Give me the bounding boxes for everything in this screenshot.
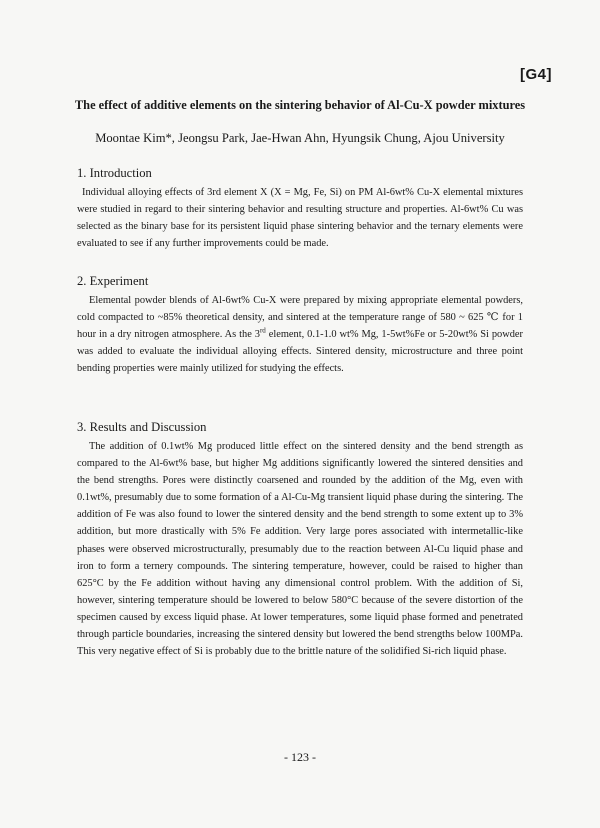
section-heading-results: 3. Results and Discussion (77, 420, 207, 434)
session-tag: [G4] (520, 66, 552, 83)
paper-title: The effect of additive elements on the sintering behavior of Al-Cu-X powder mixtures (74, 98, 526, 112)
experiment-paragraph (77, 292, 523, 377)
section-heading-experiment: 2. Experiment (77, 274, 149, 288)
section-heading-introduction: 1. Introduction (77, 166, 152, 180)
superscript-rd: rd (259, 326, 266, 335)
author-list: Moontae Kim*, Jeongsu Park, Jae-Hwan Ahn, Hyungsik Chung, Ajou University (95, 131, 505, 145)
page-number: - 123 - (284, 750, 316, 764)
introduction-paragraph: Individual alloying effects of 3rd element X (X = Mg, Fe, Si) on PM Al-6wt% Cu-X elemental mixtures were studied in regard to their sintering behavior and resulting structure and properties. Al-6wt% Cu was selected as the binary base for its persistent liquid phase sintering behavior and the ternary elements were evaluated to see if any further improvements could be made. (77, 187, 523, 250)
results-paragraph: The addition of 0.1wt% Mg produced little effect on the sintered density and the bend strength as compared to the Al-6wt% base, but higher Mg additions significantly lowered the sintered densities and the bend strengths. Pores were distinctly coarsened and rounded by the addition of the Mg, even with 0.1wt%, presumably due to some formation of a Al-Cu-Mg transient liquid phase during the sintering. The addition of Fe was also found to lower the sintered density and the bend strength to some extent up to 3% addition, but more drastically with 5% Fe addition. Very large pores associated with intermetallic-like phases were observed microstructurally, presumably due to the reaction between Al-Cu liquid phase and iron to form a ternery compounds. The sintering temperature, however, could be raised to higher than 625°C by the Fe addition without having any dimensional control problem. With the addition of Si, however, sintering temperature should be lowered to below 580°C because of the severe distortion of the specimen caused by excess liquid phase. At lower temperatures, some liquid phase formed and penetrated through particle boundaries, increasing the sintered density but lowered the bend strengths below 100MPa. This very negative effect of Si is probably due to the brittle nature of the solidified Si-rich liquid phase. (77, 441, 523, 658)
experiment-text-part-2: element, 0.1-1.0 wt% Mg, 1-5wt%Fe or 5-20wt% Si powder was added to evaluate the individual alloying effects. Sintered density, microstructure and three point bending properties were mainly utilized for studying the effects. (77, 329, 523, 375)
experiment-text-part-1: Elemental powder blends of Al-6wt% Cu-X were prepared by mixing appropriate elemental powders, cold compacted to ~85% theoretical density, and sintered at the temperature range of 580 ~ 625 ℃ for 1 hour in a dry nitrogen atmosphere. As the 3 (77, 295, 523, 341)
